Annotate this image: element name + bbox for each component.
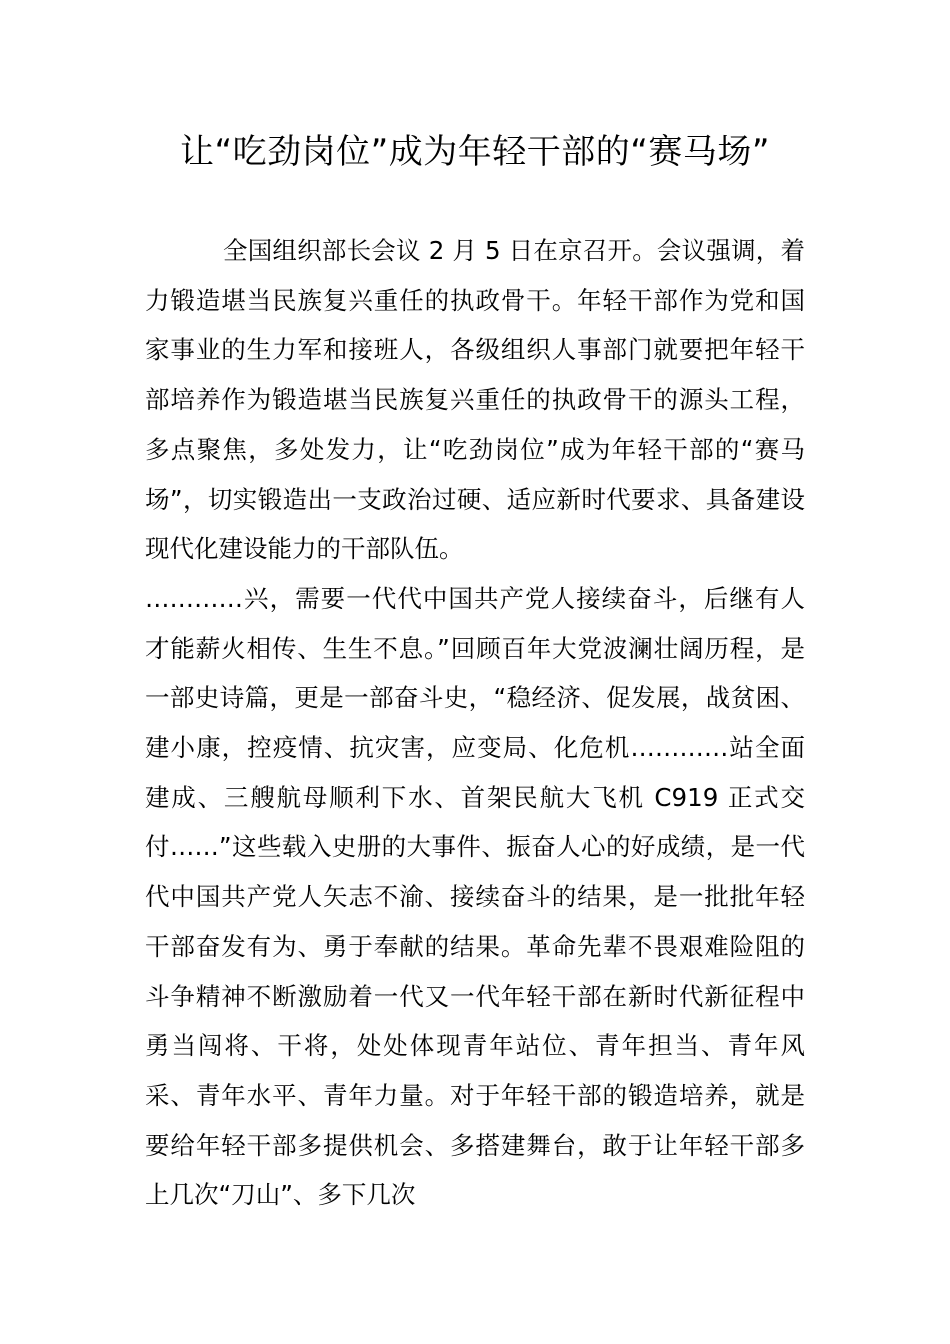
paragraph-history: …………兴，需要一代代中国共产党人接续奋斗，后继有人才能薪火相传、生生不息。”回顾百年大党波澜壮阔历程，是一部史诗篇，更是一部奋斗史，“稳经济、促发展，战贫困、建小康，控疫情、抗灾害，应变局、化危机…………站全面建成、三艘航母顺利下水、首架民航大飞机 C919 正式交付……”这些载入史册的大事件、振奋人心的好成绩，是一代代中国共产党人矢志不渝、接续奋斗的结果，是一批批年轻干部奋发有为、勇于奉献的结果。革命先辈不畏艰难险阻的斗争精神不断激励着一代又一代年轻干部在新时代新征程中勇当闯将、干将，处处体现青年站位、青年担当、青年风采、青年水平、青年力量。对于年轻干部的锻造培养，就是要给年轻干部多提供机会、多搭建舞台，敢于让年轻干部多上几次“刀山”、多下几次 [145,583,805,1210]
document-title: 让“吃劲岗位”成为年轻干部的“赛马场” [180,132,770,172]
paragraph-intro: 全国组织部长会议 2 月 5 日在京召开。会议强调，着力锻造堪当民族复兴重任的执政骨干。年轻干部作为党和国家事业的生力军和接班人，各级组织人事部门就要把年轻干部培养作为锻造堪当民族复兴重任的执政骨干的源头工程，多点聚焦，多处发力，让“吃劲岗位”成为年轻干部的“赛马场”，切实锻造出一支政治过硬、适应新时代要求、具备建设现代化建设能力的干部队伍。 [145,236,805,564]
document-body [145,226,805,1220]
